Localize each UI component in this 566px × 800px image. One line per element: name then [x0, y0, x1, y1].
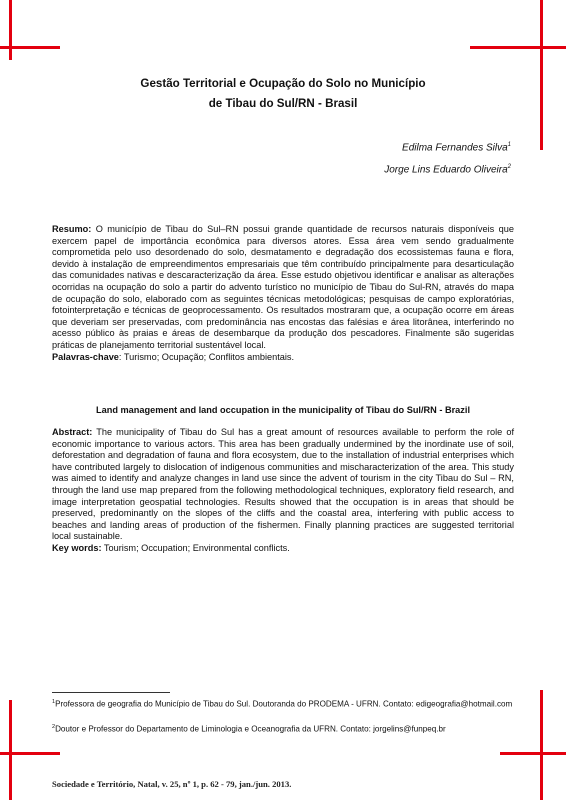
- crop-mark-top-left-horizontal: [0, 46, 60, 49]
- author-1: [402, 142, 511, 153]
- resumo-text: O município de Tibau do Sul–RN possui grande quantidade de recursos naturais disponíveis que exercem papel de importância econômica para diversos atores. Essa área vem sendo gradualmente comprometida pelo uso desordenado do solo, desmatamento e degradação dos ecossistemas fauna e flora, devido à instalação de empreendimentos empresariais que têm contribuído principalmente para desarticulação das comunidades nativas e descaracterização da área. Esse estudo objetivou identificar e analisar as alterações ocorridas na ocupação do solo a partir do advento turístico no município de Tibau do Sul-RN, através do mapa de ocupação do solo, elaborado com as seguintes técnicas metodológicas; pesquisas de campo exploratórias, fotointerpretação e técnicas de geoprocessamento. Os resultados mostraram que, a ocupação ocorre em áreas que deveriam ser preservadas, com predominância nas encostas das falésias e área litorânea, interferindo no acesso público às praias e áreas de desembarque da produção dos pescadores. Finalmente são sugeridas práticas de planejamento territorial sustentável local.: [52, 224, 514, 350]
- footnote-rule: [52, 692, 170, 693]
- author-2-mark: 2: [507, 164, 511, 170]
- journal-footer: Sociedade e Território, Natal, v. 25, nº 1, p. 62 - 79, jan./jun. 2013.: [52, 779, 292, 789]
- key-words-label: Key words:: [52, 542, 102, 553]
- footnote-2-mark: 2: [52, 724, 56, 730]
- paper-title-line-1: Gestão Territorial e Ocupação do Solo no Município: [140, 77, 426, 90]
- paper-title-line-2: de Tibau do Sul/RN - Brasil: [208, 97, 358, 110]
- key-words-line: [52, 543, 514, 555]
- key-words-text: Tourism; Occupation; Environmental conflicts.: [101, 542, 290, 553]
- crop-mark-top-left-vertical: [9, 0, 12, 60]
- abstract-label: Abstract:: [52, 427, 93, 437]
- crop-mark-top-right-vertical: [540, 0, 543, 150]
- crop-mark-bottom-right-vertical: [540, 690, 543, 800]
- footnote-2: [52, 722, 514, 735]
- abstract-section: [52, 427, 514, 555]
- resumo-section: [52, 224, 514, 363]
- crop-mark-bottom-right-horizontal: [500, 752, 566, 755]
- abstract-paragraph: [52, 427, 514, 543]
- author-2-name: Jorge Lins Eduardo Oliveira: [384, 164, 508, 176]
- crop-mark-top-right-horizontal: [470, 46, 566, 49]
- crop-mark-bottom-left-vertical: [9, 700, 12, 800]
- paper-title: [60, 74, 506, 114]
- footnote-2-text: Doutor e Professor do Departamento de Liminologia e Oceanografia da UFRN. Contato: jorgelins@funpeq.br: [55, 724, 446, 734]
- author-2: [384, 164, 511, 175]
- resumo-paragraph: [52, 224, 514, 352]
- footnote-1-text: Professora de geografia do Município de Tibau do Sul. Doutoranda do PRODEMA - UFRN. Contato: edigeografia@hotmail.com: [55, 699, 513, 709]
- palavras-chave-line: [52, 352, 514, 364]
- palavras-chave-label: Palavras-chave: [52, 351, 119, 362]
- crop-mark-bottom-left-horizontal: [0, 752, 60, 755]
- palavras-chave-text: : Turismo; Ocupação; Conflitos ambientais.: [118, 351, 295, 362]
- abstract-text: The municipality of Tibau do Sul has a great amount of resources available to perform the role of economic importance to various actors. This area has been gradually undermined by the inordinate use of soil, deforestation and degradation of fauna and flora ecosystem, due to the installation of industrial enterprises which have contributed largely to dislocation of indigenous communities and mischaracterization of the area. This study was aimed to identify and analyze changes in land use since the advent of tourism in the city Tibau do Sul – RN, through the land use map prepared from the following methodological techniques, exploratory field research, and image interpretation geospatial technologies. Results showed that the occupation is in areas that should be preserved, predominantly on the slopes of the cliffs and the coastal area, interfering with public access to beaches and landing areas of production of the fishermen. Finally planning practices are suggested territorial local sustainable.: [52, 427, 514, 542]
- resumo-label: Resumo:: [52, 224, 92, 234]
- english-title: Land management and land occupation in the municipality of Tibau do Sul/RN - Brazil: [96, 405, 470, 415]
- author-1-mark: 1: [507, 142, 511, 148]
- footnote-1: [52, 697, 514, 710]
- author-1-name: Edilma Fernandes Silva: [402, 142, 508, 154]
- footnote-1-mark: 1: [52, 699, 56, 705]
